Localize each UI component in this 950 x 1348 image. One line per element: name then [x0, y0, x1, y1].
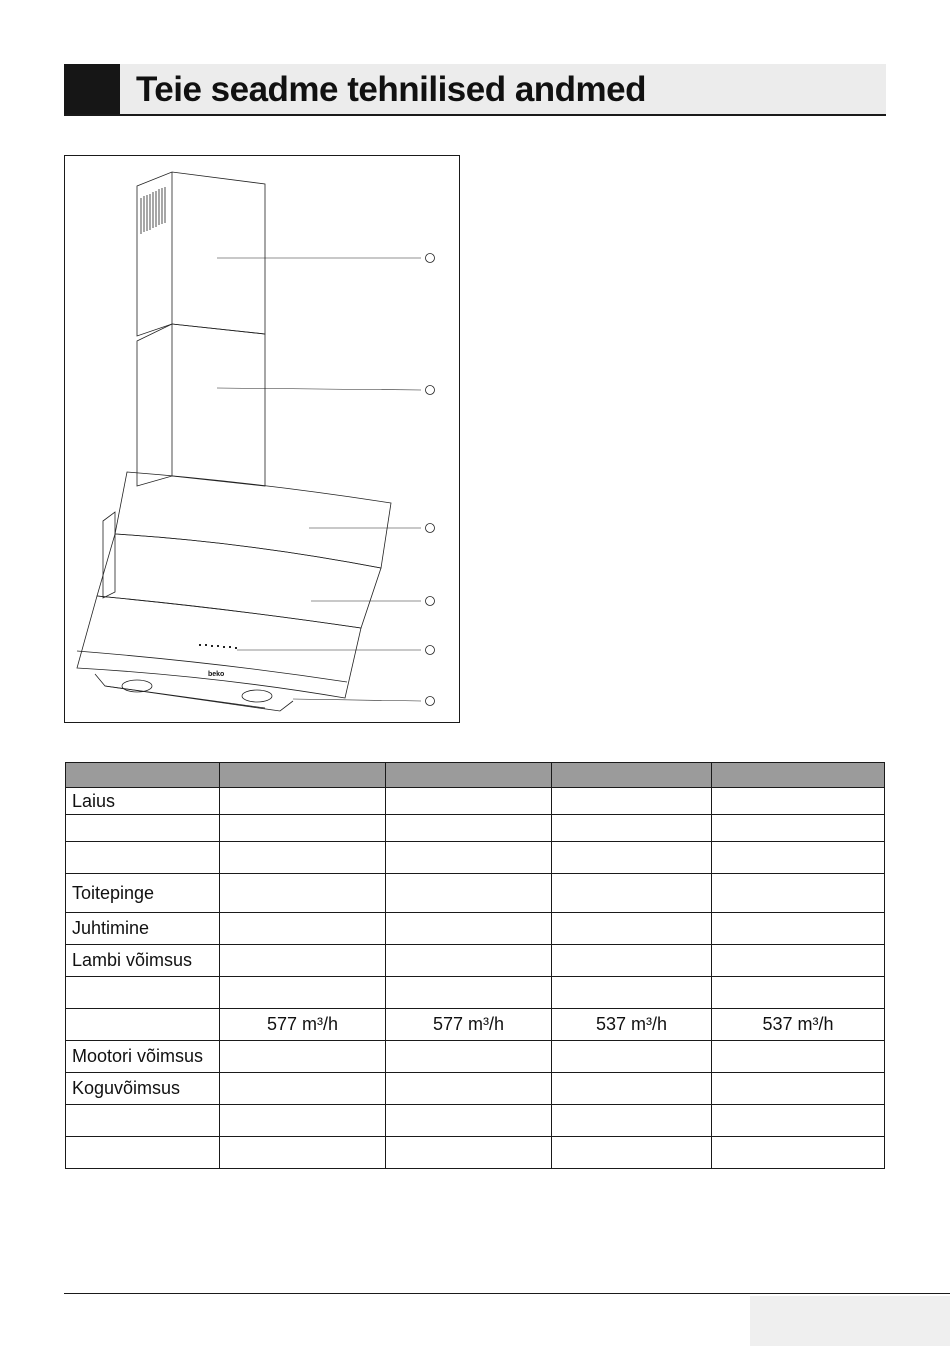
row-value — [386, 1041, 552, 1073]
callout-1-icon — [426, 254, 435, 263]
row-label — [66, 842, 220, 874]
row-value — [220, 1105, 386, 1137]
row-value — [220, 788, 386, 815]
row-value — [712, 1041, 885, 1073]
header-cell — [712, 763, 885, 788]
table-row — [66, 913, 885, 945]
header-cell — [66, 763, 220, 788]
row-value — [386, 1105, 552, 1137]
row-label: Toitepinge — [66, 874, 220, 913]
section-header — [64, 64, 886, 116]
row-value — [386, 1137, 552, 1169]
spec-table — [65, 762, 885, 1169]
product-diagram — [64, 155, 460, 723]
table-row — [66, 1009, 885, 1041]
row-value — [386, 977, 552, 1009]
row-label — [66, 1137, 220, 1169]
row-value — [712, 945, 885, 977]
table-row — [66, 1073, 885, 1105]
spec-table-header — [66, 763, 885, 788]
table-row — [66, 1137, 885, 1169]
page-number-box — [750, 1296, 950, 1346]
row-value — [220, 842, 386, 874]
row-value — [386, 945, 552, 977]
row-value — [220, 1073, 386, 1105]
row-value — [220, 815, 386, 842]
row-value — [386, 913, 552, 945]
footer-divider — [64, 1293, 950, 1294]
row-value — [712, 815, 885, 842]
row-value — [712, 977, 885, 1009]
table-row — [66, 842, 885, 874]
row-label: Mootori võimsus — [66, 1041, 220, 1073]
row-value — [220, 977, 386, 1009]
header-cell — [220, 763, 386, 788]
chimney-vent-slots — [141, 187, 165, 234]
row-value — [386, 815, 552, 842]
row-value — [552, 1105, 712, 1137]
row-label: Koguvõimsus — [66, 1073, 220, 1105]
callout-4-icon — [426, 597, 435, 606]
row-value — [552, 815, 712, 842]
callout-3-icon — [426, 524, 435, 533]
row-value — [552, 977, 712, 1009]
row-value — [712, 1137, 885, 1169]
glass-panel-middle — [97, 534, 381, 628]
row-label: Juhtimine — [66, 913, 220, 945]
row-value — [712, 1073, 885, 1105]
table-row — [66, 874, 885, 913]
row-value — [386, 842, 552, 874]
row-value — [552, 788, 712, 815]
row-value — [712, 842, 885, 874]
row-value — [386, 1073, 552, 1105]
row-value: 577 m³/h — [220, 1009, 386, 1041]
cooker-hood-drawing — [65, 156, 461, 724]
row-value — [552, 945, 712, 977]
callout-6-icon — [426, 697, 435, 706]
row-value — [220, 874, 386, 913]
row-value — [552, 842, 712, 874]
row-value — [552, 1073, 712, 1105]
row-value — [220, 1041, 386, 1073]
control-panel-buttons — [199, 644, 237, 649]
row-value: 537 m³/h — [552, 1009, 712, 1041]
row-value — [552, 1041, 712, 1073]
glass-panel-top — [115, 472, 391, 568]
table-row — [66, 977, 885, 1009]
header-black-block — [64, 64, 120, 114]
row-value — [220, 913, 386, 945]
row-label: Laius — [66, 788, 220, 815]
callout-2-icon — [426, 386, 435, 395]
callout-5-icon — [426, 646, 435, 655]
row-value: 577 m³/h — [386, 1009, 552, 1041]
lower-chimney — [137, 324, 265, 486]
row-value — [712, 788, 885, 815]
header-cell — [386, 763, 552, 788]
row-label — [66, 1105, 220, 1137]
row-value — [386, 874, 552, 913]
row-label — [66, 815, 220, 842]
page-title: Teie seadme tehnilised andmed — [136, 70, 647, 109]
row-label: Lambi võimsus — [66, 945, 220, 977]
bottom-filter-unit — [95, 674, 293, 711]
light-right-icon — [242, 690, 272, 702]
row-label — [66, 977, 220, 1009]
row-label — [66, 1009, 220, 1041]
row-value — [712, 1105, 885, 1137]
row-value — [552, 1137, 712, 1169]
row-value — [712, 913, 885, 945]
row-value — [220, 1137, 386, 1169]
table-row — [66, 788, 885, 815]
row-value: 537 m³/h — [712, 1009, 885, 1041]
table-row — [66, 1041, 885, 1073]
table-row — [66, 1105, 885, 1137]
table-row — [66, 815, 885, 842]
row-value — [386, 788, 552, 815]
row-value — [552, 874, 712, 913]
row-value — [220, 945, 386, 977]
row-value — [712, 874, 885, 913]
table-row — [66, 945, 885, 977]
row-value — [552, 913, 712, 945]
brand-logo: beko — [208, 671, 225, 678]
header-cell — [552, 763, 712, 788]
